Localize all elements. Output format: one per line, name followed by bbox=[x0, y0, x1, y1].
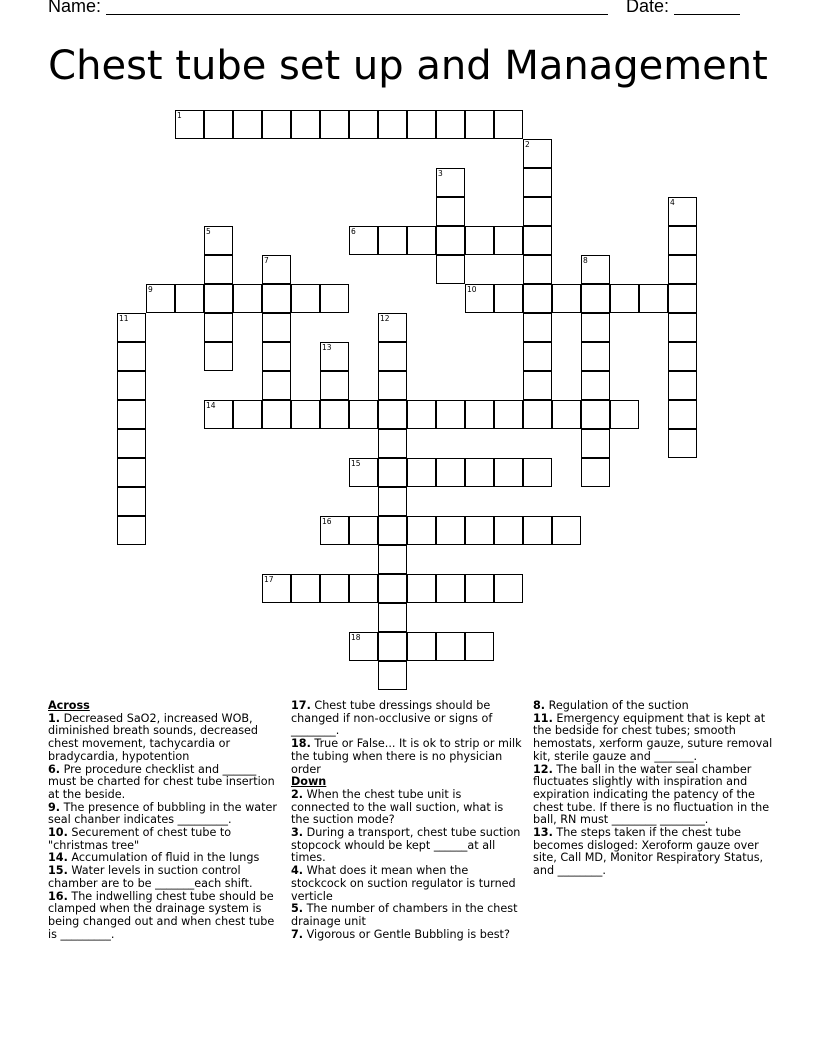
grid-cell[interactable] bbox=[117, 487, 146, 516]
clue-item bbox=[48, 827, 280, 852]
clue-item-text: Water levels in suction control chamber are to be _______each shift. bbox=[48, 864, 253, 890]
grid-cell[interactable] bbox=[204, 255, 233, 284]
grid-cell[interactable] bbox=[494, 400, 523, 429]
grid-cell[interactable] bbox=[349, 400, 378, 429]
grid-cell[interactable] bbox=[204, 110, 233, 139]
grid-cell[interactable] bbox=[523, 139, 552, 168]
grid-cell[interactable] bbox=[175, 110, 204, 139]
clue-number: 15 bbox=[351, 459, 361, 468]
grid-cell[interactable] bbox=[581, 342, 610, 371]
grid-cell[interactable] bbox=[378, 371, 407, 400]
clue-item-number: 10. bbox=[48, 826, 68, 840]
grid-cell[interactable] bbox=[610, 284, 639, 313]
grid-cell[interactable] bbox=[523, 458, 552, 487]
clue-item-text: The presence of bubbling in the water seal chanber indicates _________. bbox=[48, 800, 277, 827]
grid-cell[interactable] bbox=[378, 545, 407, 574]
grid-cell[interactable] bbox=[117, 371, 146, 400]
grid-cell[interactable] bbox=[378, 429, 407, 458]
grid-cell[interactable] bbox=[291, 284, 320, 313]
date-label: Date: bbox=[626, 0, 670, 16]
grid-cell[interactable] bbox=[378, 632, 407, 661]
clue-item-number: 4. bbox=[291, 864, 304, 878]
clue-number: 10 bbox=[467, 285, 477, 294]
worksheet-header bbox=[48, 0, 748, 20]
grid-cell[interactable] bbox=[291, 400, 320, 429]
clue-item-number: 12. bbox=[533, 762, 553, 776]
grid-cell[interactable] bbox=[465, 516, 494, 545]
grid-cell[interactable] bbox=[494, 284, 523, 313]
date-field[interactable] bbox=[674, 14, 740, 15]
grid-cell[interactable] bbox=[117, 516, 146, 545]
clue-number: 14 bbox=[206, 401, 216, 410]
grid-cell[interactable] bbox=[175, 284, 204, 313]
grid-cell[interactable] bbox=[436, 400, 465, 429]
grid-cell[interactable] bbox=[378, 516, 407, 545]
grid-cell[interactable] bbox=[494, 110, 523, 139]
clue-item bbox=[291, 789, 523, 827]
page-title: Chest tube set up and Management bbox=[48, 43, 768, 89]
clue-number: 12 bbox=[380, 314, 390, 323]
clue-item-text: The indwelling chest tube should be clamped when the drainage system is being changed out and when chest tube is _________. bbox=[48, 889, 275, 941]
clue-number: 6 bbox=[351, 227, 356, 236]
grid-cell[interactable] bbox=[291, 574, 320, 603]
grid-cell[interactable] bbox=[610, 400, 639, 429]
clue-item-text: Emergency equipment that is kept at the bedside for chest tubes; smooth hemostats, xerform gauze, suture removal kit, sterile gauze and _______. bbox=[533, 711, 773, 763]
grid-cell[interactable] bbox=[639, 284, 668, 313]
grid-cell[interactable] bbox=[668, 342, 697, 371]
grid-cell[interactable] bbox=[668, 313, 697, 342]
grid-cell[interactable] bbox=[349, 574, 378, 603]
grid-cell[interactable] bbox=[523, 255, 552, 284]
grid-cell[interactable] bbox=[523, 226, 552, 255]
grid-cell[interactable] bbox=[378, 661, 407, 690]
clue-item-number: 9. bbox=[48, 800, 61, 814]
grid-cell[interactable] bbox=[262, 400, 291, 429]
grid-cell[interactable] bbox=[262, 110, 291, 139]
grid-cell[interactable] bbox=[378, 574, 407, 603]
clue-item-number: 6. bbox=[48, 762, 61, 776]
grid-cell[interactable] bbox=[436, 197, 465, 226]
grid-cell[interactable] bbox=[117, 429, 146, 458]
grid-cell[interactable] bbox=[465, 632, 494, 661]
grid-cell[interactable] bbox=[523, 516, 552, 545]
clue-item-number: 16. bbox=[48, 889, 68, 903]
grid-cell[interactable] bbox=[494, 574, 523, 603]
grid-cell[interactable] bbox=[204, 342, 233, 371]
grid-cell[interactable] bbox=[523, 197, 552, 226]
clue-item bbox=[533, 827, 773, 878]
grid-cell[interactable] bbox=[407, 574, 436, 603]
grid-cell[interactable] bbox=[436, 574, 465, 603]
clue-heading: Down bbox=[291, 775, 327, 789]
clue-number: 3 bbox=[438, 169, 443, 178]
clue-item-text: Regulation of the suction bbox=[545, 699, 689, 712]
grid-cell[interactable] bbox=[117, 313, 146, 342]
clue-item-text: Decreased SaO2, increased WOB, diminished breath sounds, decreased chest movement, tachycardia or bradycardia, hypotention bbox=[48, 711, 259, 763]
clues-column-1 bbox=[48, 700, 280, 941]
clue-item-number: 7. bbox=[291, 927, 304, 941]
grid-cell[interactable] bbox=[436, 458, 465, 487]
clue-number: 16 bbox=[322, 517, 332, 526]
clue-item-text: The number of chambers in the chest drainage unit bbox=[291, 902, 518, 928]
grid-cell[interactable] bbox=[204, 400, 233, 429]
clue-number: 7 bbox=[264, 256, 269, 265]
grid-cell[interactable] bbox=[668, 284, 697, 313]
grid-cell[interactable] bbox=[233, 110, 262, 139]
grid-cell[interactable] bbox=[407, 400, 436, 429]
clue-item-number: 15. bbox=[48, 864, 68, 878]
grid-cell[interactable] bbox=[436, 632, 465, 661]
grid-cell[interactable] bbox=[552, 400, 581, 429]
grid-cell[interactable] bbox=[465, 458, 494, 487]
grid-cell[interactable] bbox=[117, 400, 146, 429]
grid-cell[interactable] bbox=[552, 516, 581, 545]
grid-cell[interactable] bbox=[204, 226, 233, 255]
grid-cell[interactable] bbox=[436, 516, 465, 545]
grid-cell[interactable] bbox=[581, 429, 610, 458]
clue-item-number: 17. bbox=[291, 699, 311, 712]
grid-cell[interactable] bbox=[117, 342, 146, 371]
grid-cell[interactable] bbox=[349, 632, 378, 661]
clue-item bbox=[291, 827, 523, 865]
grid-cell[interactable] bbox=[668, 429, 697, 458]
grid-cell[interactable] bbox=[407, 458, 436, 487]
grid-cell[interactable] bbox=[262, 255, 291, 284]
grid-cell[interactable] bbox=[320, 371, 349, 400]
grid-cell[interactable] bbox=[320, 342, 349, 371]
grid-cell[interactable] bbox=[320, 516, 349, 545]
grid-cell[interactable] bbox=[581, 284, 610, 313]
clue-item-number: 14. bbox=[48, 851, 68, 865]
grid-cell[interactable] bbox=[581, 371, 610, 400]
clue-item-number: 18. bbox=[291, 737, 311, 751]
grid-cell[interactable] bbox=[407, 516, 436, 545]
grid-cell[interactable] bbox=[465, 574, 494, 603]
grid-cell[interactable] bbox=[378, 342, 407, 371]
name-label: Name: bbox=[48, 0, 102, 16]
clues-column-3 bbox=[533, 700, 773, 878]
clues-column-2 bbox=[291, 700, 523, 941]
grid-cell[interactable] bbox=[494, 458, 523, 487]
grid-cell[interactable] bbox=[378, 603, 407, 632]
clue-item bbox=[48, 865, 280, 890]
clue-item-number: 11. bbox=[533, 711, 553, 725]
grid-cell[interactable] bbox=[349, 516, 378, 545]
clue-item-number: 3. bbox=[291, 826, 304, 840]
grid-cell[interactable] bbox=[465, 110, 494, 139]
grid-cell[interactable] bbox=[523, 371, 552, 400]
grid-cell[interactable] bbox=[581, 400, 610, 429]
clue-item-number: 5. bbox=[291, 902, 304, 916]
grid-cell[interactable] bbox=[262, 313, 291, 342]
clue-item-text: Vigorous or Gentle Bubbling is best? bbox=[303, 927, 510, 941]
clue-item bbox=[291, 865, 523, 903]
grid-cell[interactable] bbox=[204, 313, 233, 342]
grid-cell[interactable] bbox=[668, 197, 697, 226]
grid-cell[interactable] bbox=[320, 110, 349, 139]
grid-cell[interactable] bbox=[668, 400, 697, 429]
clue-number: 8 bbox=[583, 256, 588, 265]
grid-cell[interactable] bbox=[233, 284, 262, 313]
name-field[interactable] bbox=[106, 14, 608, 15]
clue-item-text: During a transport, chest tube suction stopcock whould be kept ______at all times. bbox=[291, 826, 521, 865]
clue-item-text: When the chest tube unit is connected to the wall suction, what is the suction mode? bbox=[291, 787, 504, 827]
grid-cell[interactable] bbox=[378, 400, 407, 429]
clue-item bbox=[533, 764, 773, 828]
clue-item-text: Chest tube dressings should be changed if non-occlusive or signs of ________. bbox=[291, 699, 493, 738]
clue-item bbox=[291, 700, 523, 738]
grid-cell[interactable] bbox=[320, 574, 349, 603]
clue-number: 9 bbox=[148, 285, 153, 294]
clue-item-number: 13. bbox=[533, 826, 553, 840]
clue-number: 2 bbox=[525, 140, 530, 149]
grid-cell[interactable] bbox=[320, 400, 349, 429]
clue-item-text: Securement of chest tube to "christmas tree" bbox=[48, 826, 232, 852]
grid-cell[interactable] bbox=[523, 342, 552, 371]
grid-cell[interactable] bbox=[436, 110, 465, 139]
grid-cell[interactable] bbox=[465, 400, 494, 429]
grid-cell[interactable] bbox=[668, 371, 697, 400]
grid-cell[interactable] bbox=[291, 110, 320, 139]
clue-number: 4 bbox=[670, 198, 675, 207]
clue-number: 13 bbox=[322, 343, 332, 352]
clue-number: 18 bbox=[351, 633, 361, 642]
grid-cell[interactable] bbox=[349, 226, 378, 255]
grid-cell[interactable] bbox=[668, 255, 697, 284]
clue-item bbox=[291, 929, 523, 942]
clue-item-text: Accumulation of fluid in the lungs bbox=[67, 851, 260, 865]
grid-cell[interactable] bbox=[523, 313, 552, 342]
grid-cell[interactable] bbox=[262, 284, 291, 313]
grid-cell[interactable] bbox=[378, 313, 407, 342]
grid-cell[interactable] bbox=[407, 110, 436, 139]
grid-cell[interactable] bbox=[378, 110, 407, 139]
grid-cell[interactable] bbox=[581, 458, 610, 487]
grid-cell[interactable] bbox=[581, 255, 610, 284]
clue-item-number: 2. bbox=[291, 787, 304, 801]
grid-cell[interactable] bbox=[436, 226, 465, 255]
grid-cell[interactable] bbox=[407, 226, 436, 255]
grid-cell[interactable] bbox=[436, 168, 465, 197]
grid-cell[interactable] bbox=[378, 458, 407, 487]
grid-cell[interactable] bbox=[349, 110, 378, 139]
clue-item bbox=[533, 713, 773, 764]
clue-number: 1 bbox=[177, 111, 182, 120]
grid-cell[interactable] bbox=[523, 168, 552, 197]
grid-cell[interactable] bbox=[407, 632, 436, 661]
grid-cell[interactable] bbox=[494, 516, 523, 545]
clue-item bbox=[48, 764, 280, 802]
grid-cell[interactable] bbox=[378, 487, 407, 516]
grid-cell[interactable] bbox=[465, 284, 494, 313]
clue-number: 17 bbox=[264, 575, 274, 584]
clue-number: 5 bbox=[206, 227, 211, 236]
grid-cell[interactable] bbox=[262, 342, 291, 371]
clue-item bbox=[48, 891, 280, 942]
grid-cell[interactable] bbox=[233, 400, 262, 429]
grid-cell[interactable] bbox=[320, 284, 349, 313]
clue-item-number: 1. bbox=[48, 711, 61, 725]
clue-item-text: Pre procedure checklist and ______ must be charted for chest tube insertion at the beside. bbox=[48, 762, 275, 801]
grid-cell[interactable] bbox=[204, 284, 233, 313]
clue-item bbox=[291, 738, 523, 776]
grid-cell[interactable] bbox=[523, 400, 552, 429]
clue-number: 11 bbox=[119, 314, 129, 323]
clue-heading: Across bbox=[48, 699, 90, 712]
clue-item-text: True or False... It is ok to strip or milk the tubing when there is no physician order bbox=[291, 737, 522, 776]
clue-item-text: What does it mean when the stockcock on suction regulator is turned verticle bbox=[291, 864, 516, 903]
grid-cell[interactable] bbox=[523, 284, 552, 313]
grid-cell[interactable] bbox=[465, 226, 494, 255]
grid-cell[interactable] bbox=[262, 574, 291, 603]
grid-cell[interactable] bbox=[349, 458, 378, 487]
grid-cell[interactable] bbox=[146, 284, 175, 313]
clue-item bbox=[48, 713, 280, 764]
clue-item bbox=[291, 903, 523, 928]
grid-cell[interactable] bbox=[552, 284, 581, 313]
grid-cell[interactable] bbox=[262, 371, 291, 400]
clue-item-text: The ball in the water seal chamber fluctuates slightly with inspiration and expiration indicating the patency of the chest tube. If there is no fluctuation in the ball, RN must ________ ________. bbox=[533, 762, 770, 827]
clue-item-number: 8. bbox=[533, 699, 546, 712]
grid-cell[interactable] bbox=[117, 458, 146, 487]
clue-item bbox=[48, 802, 280, 827]
grid-cell[interactable] bbox=[494, 226, 523, 255]
grid-cell[interactable] bbox=[668, 226, 697, 255]
grid-cell[interactable] bbox=[436, 255, 465, 284]
grid-cell[interactable] bbox=[378, 226, 407, 255]
grid-cell[interactable] bbox=[581, 313, 610, 342]
clue-item-text: The steps taken if the chest tube becomes disloged: Xeroform gauze over site, Call MD, Monitor Respiratory Status, and ________. bbox=[533, 826, 764, 878]
